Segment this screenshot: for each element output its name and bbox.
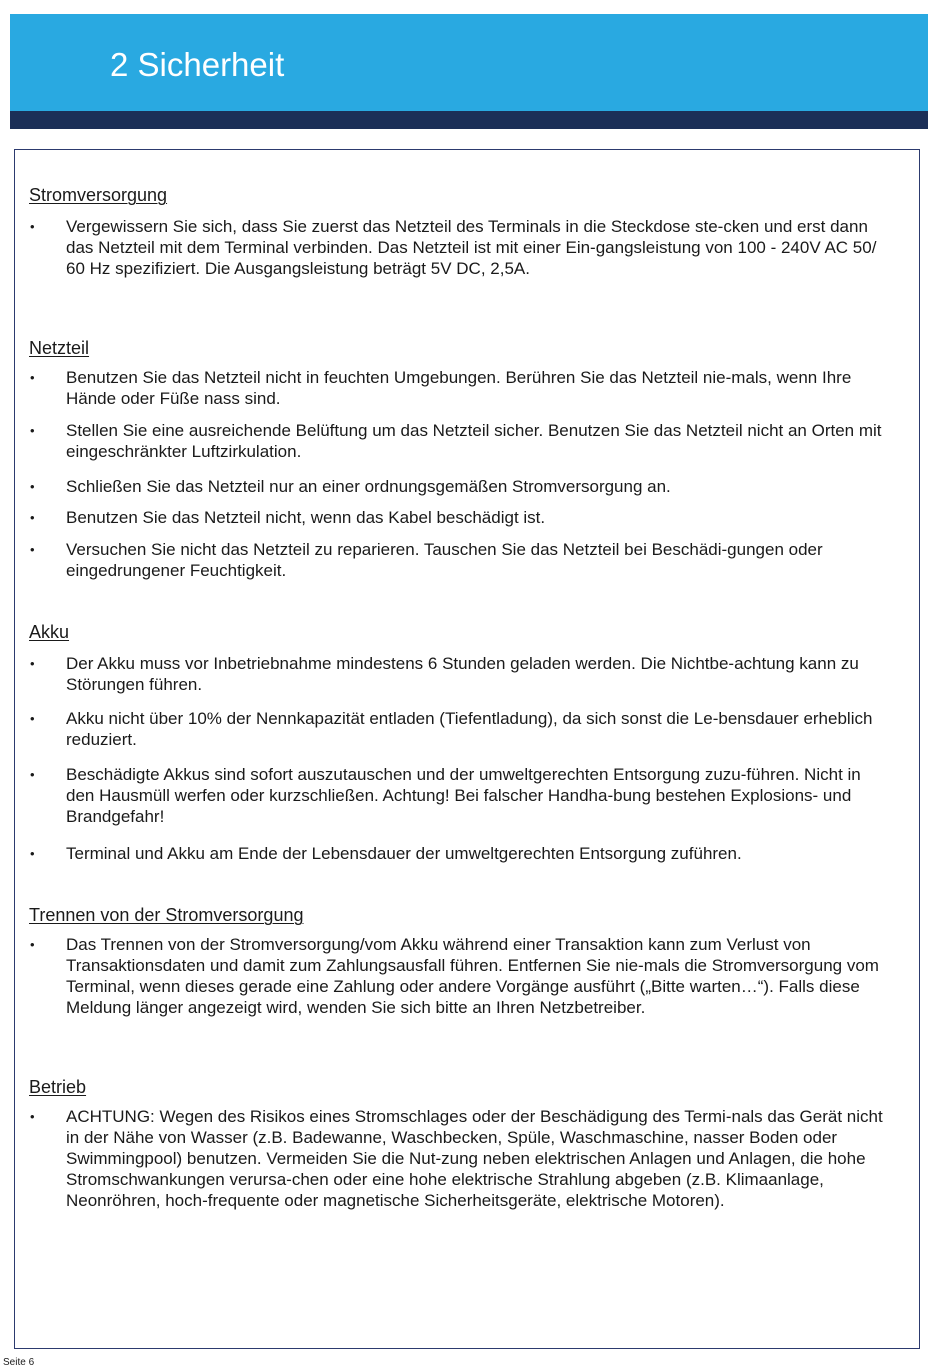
section-heading-betrieb: Betrieb — [29, 1077, 87, 1097]
section-heading-akku: Akku — [29, 622, 70, 642]
list-item: • Schließen Sie das Netzteil nur an einer ordnungsgemäßen Stromversorgung an. — [66, 476, 886, 497]
list-item: • Benutzen Sie das Netzteil nicht, wenn das Kabel beschädigt ist. — [66, 507, 886, 528]
list-item: • Vergewissern Sie sich, dass Sie zuerst das Netzteil des Terminals in die Steckdose ste-cken und erst dann das Netzteil mit dem Terminal verbinden. Das Netzteil ist mit einer Ein-gangsleistung von 100 - 240V AC 50/ 60 Hz spezifiziert. Die Ausgangsleistung beträgt 5V DC, 2,5A. — [66, 216, 886, 279]
list-item: • Der Akku muss vor Inbetriebnahme mindestens 6 Stunden geladen werden. Die Nichtbe-achtung kann zu Störungen führen. — [66, 653, 886, 695]
list-item: • Beschädigte Akkus sind sofort auszutauschen und der umweltgerechten Entsorgung zuzu-führen. Nicht in den Hausmüll werfen oder kurzschließen. Achtung! Bei falscher Handha-bung bestehen Explosions- und Brandgefahr! — [66, 764, 886, 827]
list-item: • Terminal und Akku am Ende der Lebensdauer der umweltgerechten Entsorgung zuführen. — [66, 843, 886, 864]
list-item: • Versuchen Sie nicht das Netzteil zu reparieren. Tauschen Sie das Netzteil bei Beschädi-gungen oder eingedrungener Feuchtigkeit. — [66, 539, 886, 581]
list-item: • ACHTUNG: Wegen des Risikos eines Stromschlages oder der Beschädigung des Termi-nals das Gerät nicht in der Nähe von Wasser (z.B. Badewanne, Waschbecken, Spüle, Waschmaschine, nasser Boden oder Swimmingpool) benutzen. Vermeiden Sie die Nut-zung neben elektrischen Anlagen und Anlagen, die hohe Stromschwankungen verursa-chen oder eine hohe elektrische Strahlung abgeben (z.B. Klimaanlage, Neonröhren, hoch-frequente oder magnetische Sicherheitsgeräte, elektrische Motoren). — [66, 1106, 886, 1211]
section-heading-trennen: Trennen von der Stromversorgung — [29, 905, 304, 925]
section-heading-stromversorgung: Stromversorgung — [29, 185, 168, 205]
list-item: • Benutzen Sie das Netzteil nicht in feuchten Umgebungen. Berühren Sie das Netzteil nie-mals, wenn Ihre Hände oder Füße nass sind. — [66, 367, 886, 409]
list-item: • Das Trennen von der Stromversorgung/vom Akku während einer Transaktion kann zum Verlust von Transaktionsdaten und damit zum Zahlungsausfall führen. Entfernen Sie nie-mals die Stromversorgung vom Terminal, wenn dieses gerade eine Zahlung oder andere Vorgänge ausführt („Bitte warten…“). Falls diese Meldung länger angezeigt wird, wenden Sie sich bitte an Ihren Netzbetreiber. — [66, 934, 886, 1018]
chapter-header-stripe — [10, 111, 928, 129]
page-number: Seite 6 — [3, 1357, 35, 1368]
section-heading-netzteil: Netzteil — [29, 338, 90, 358]
list-item: • Akku nicht über 10% der Nennkapazität entladen (Tiefentladung), da sich sonst die Le-bensdauer erheblich reduziert. — [66, 708, 886, 750]
chapter-title: 2 Sicherheit — [110, 46, 285, 83]
list-item: • Stellen Sie eine ausreichende Belüftung um das Netzteil sicher. Benutzen Sie das Netzteil nicht an Orten mit eingeschränkter Luftzirkulation. — [66, 420, 886, 462]
